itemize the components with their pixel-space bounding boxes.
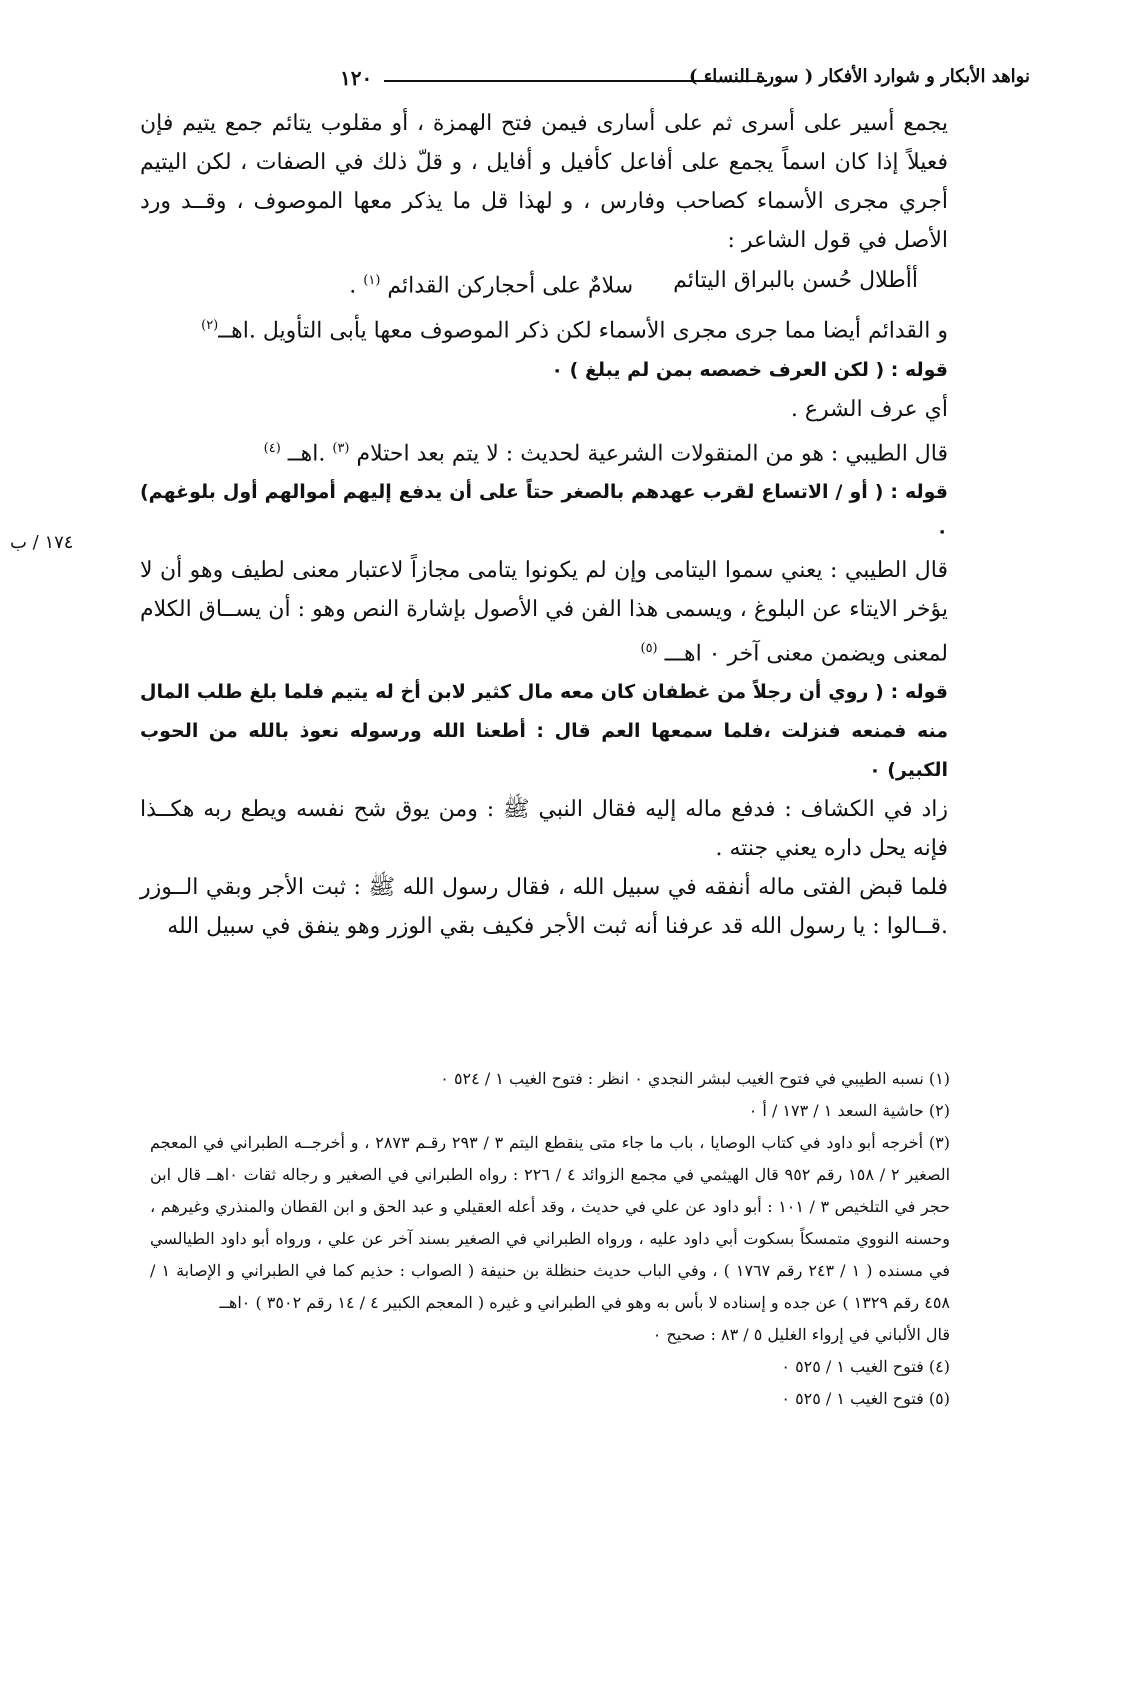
manuscript-folio-note: ١٧٤ / ب bbox=[10, 532, 74, 553]
page-header bbox=[152, 66, 1030, 92]
verse-second-hemistich: سلامٌ على أحجاركن القدائم $^{(١)}$ . bbox=[349, 273, 634, 299]
footnote-ref: (٤) bbox=[263, 440, 281, 456]
commentary-heading: قوله : ( روي أن رجلاً من غطفان كان معه مال كثير لابن أخ له يتيم فلما بلغ طلب المال منه فمنعه فنزلت ،فلما سمعها العم قال : أطعنا الله ورسوله نعوذ بالله من الحوب الكبير) ٠ bbox=[140, 681, 948, 782]
paragraph: قال الطيبي : هو من المنقولات الشرعية لحديث : لا يتم بعد احتلام $^{(٣)}$ .اهــ $^{(٤)}$ bbox=[263, 440, 948, 466]
footnote: (٢) حاشية السعد ١ / ١٧٣ / أ ٠ bbox=[748, 1101, 950, 1120]
footnote: (١) نسبه الطيبي في فتوح الغيب لبشر النجدي ٠ انظر : فتوح الغيب ١ / ٥٢٤ ٠ bbox=[440, 1069, 950, 1088]
paragraph: أي عرف الشرع . bbox=[790, 396, 948, 422]
main-text bbox=[140, 104, 948, 946]
footnote: (٥) فتوح الغيب ١ / ٥٢٥ ٠ bbox=[781, 1389, 950, 1408]
paragraph: فلما قبض الفتى ماله أنفقه في سبيل الله ، فقال رسول الله ﷺ : ثبت الأجر وبقي الــوزر .قــالوا : يا رسول الله قد عرفنا أنه ثبت الأجر فكيف بقي الوزر وهو ينفق في سبيل الله bbox=[140, 875, 948, 940]
footnote-ref: (٢) bbox=[201, 318, 219, 334]
footnote: (٣) أخرجه أبو داود في كتاب الوصايا ، باب ما جاء متى ينقطع اليتم ٣ / ٢٩٣ رقـم ٢٨٧٣ ، و أخرجــه الطبراني في المعجم الصغير ٢ / ١٥٨ رقم ٩٥٢ قال الهيثمي في مجمع الزوائد ٤ / ٢٢٦ : رواه الطبراني في الصغير و رجاله ثقات ٠اهــ قال ابن حجر في التلخيص ٣ / ١٠١ : أبو داود عن علي في حديث ، وقد أعله العقيلي و عبد الحق و ابن القطان والمنذري وغيرهم ، وحسنه النووي متمسكاً بسكوت أبي داود عليه ، ورواه الطبراني في الصغير بسند آخر عن علي ، ورواه أبو داود الطيالسي في مسنده ( ١ / ٢٤٣ رقم ١٧٦٧ ) ، وفي الباب حديث حنظلة بن حنيفة ( الصواب : حذيم كما في الطبراني و الإصابة ١ / ٤٥٨ رقم ١٣٢٩ ) عن جده و إسناده لا بأس به وهو في الطبراني و غيره ( المعجم الكبير ٤ / ١٤ رقم ٣٥٠٢ ) ٠اهــ bbox=[150, 1133, 951, 1312]
paragraph: يجمع أسير على أسرى ثم على أسارى فيمن فتح الهمزة ، أو مقلوب يتائم جمع يتيم فإن فعيلاً إذا كان اسماً يجمع على أفاعل كأفيل و أفايل ، و قلّ ذلك في الصفات ، لكن اليتيم أجري مجرى الأسماء كصاحب وفارس ، و لهذا قل ما يذكر معها الموصوف ، وقــد ورد الأصل في قول الشاعر : bbox=[140, 111, 948, 253]
footnote-ref: (٣) bbox=[332, 440, 350, 456]
paragraph: قال الطيبي : يعني سموا اليتامى وإن لم يكونوا يتامى مجازاً لاعتبار معنى لطيف وهو أن لا يؤخر الايتاء عن البلوغ ، ويسمى هذا الفن في الأصول بإشارة النص وهو : أن يســاق الكلام لمعنى ويضمن معنى آخر ٠ اهـــ $^{(٥)}$ bbox=[140, 557, 948, 667]
footnote: (٤) فتوح الغيب ١ / ٥٢٥ ٠ bbox=[781, 1357, 950, 1376]
running-title: نواهد الأبكار و شوارد الأفكار ( سورة النساء ) bbox=[688, 66, 1030, 87]
commentary-heading: قوله : ( لكن العرف خصصه بمن لم يبلغ ) ٠ bbox=[551, 358, 948, 381]
footnote-ref: (٥) bbox=[640, 640, 658, 656]
footnotes bbox=[150, 1063, 950, 1415]
footnote-ref: (١) bbox=[363, 273, 381, 288]
poetry-verse bbox=[140, 260, 948, 306]
paragraph: و القدائم أيضا مما جرى مجرى الأسماء لكن ذكر الموصوف معها يأبى التأويل .اهــ$^{(٢)}$ bbox=[201, 318, 948, 344]
paragraph: زاد في الكشاف : فدفع ماله إليه فقال النبي ﷺ : ومن يوق شح نفسه ويطع ربه هكــذا فإنه يحل داره يعني جنته . bbox=[140, 797, 948, 862]
footnote: قال الألباني في إرواء الغليل ٥ / ٨٣ : صحيح ٠ bbox=[652, 1325, 950, 1344]
header-rule bbox=[384, 80, 767, 82]
verse-first-hemistich: أأطلال حُسن بالبراق اليتائم bbox=[673, 268, 918, 293]
commentary-heading: قوله : ( أو / الاتساع لقرب عهدهم بالصغر حتاً على أن يدفع إليهم أموالهم أول بلوغهم) ٠ bbox=[140, 480, 948, 542]
page-number: ١٢٠ bbox=[340, 66, 373, 90]
